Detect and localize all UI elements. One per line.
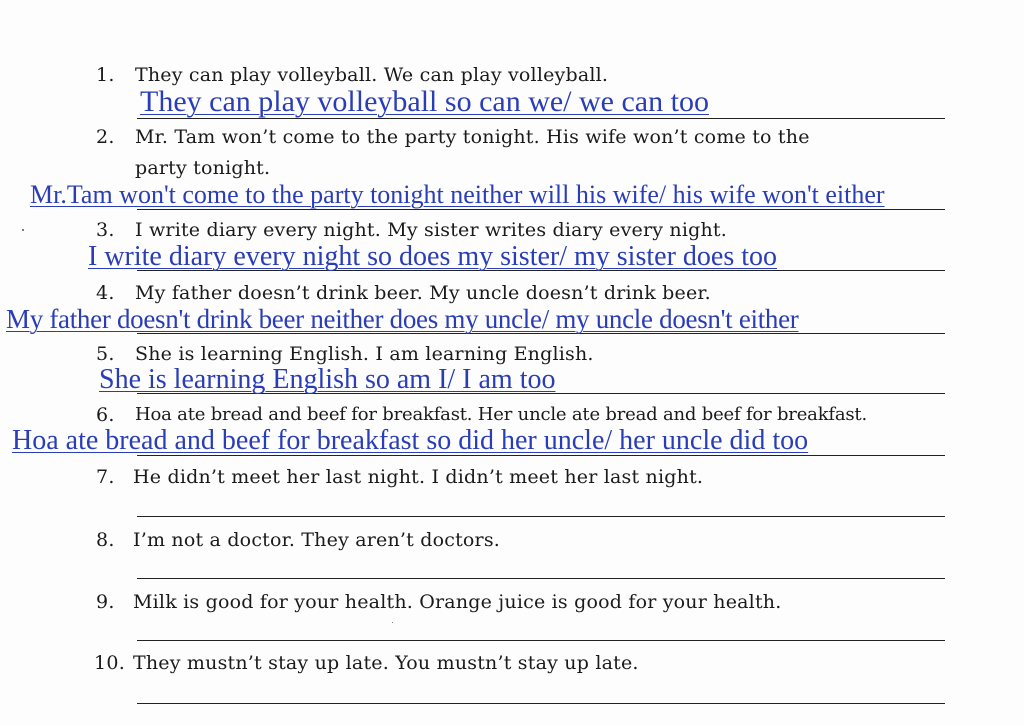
item-prompt: I’m not a doctor. They aren’t doctors. (133, 529, 501, 551)
item-number: 5. (96, 343, 115, 365)
answer-line (137, 640, 945, 641)
handwritten-answer: Hoa ate bread and beef for breakfast so did her uncle/ her uncle did too (12, 425, 809, 456)
handwritten-answer: I write diary every night so does my sister/ my sister does too (88, 241, 777, 272)
handwritten-answer: They can play volleyball so can we/ we can too (140, 85, 709, 118)
scan-speck (22, 229, 24, 231)
item-number: 7. (96, 466, 115, 488)
item-number: 8. (96, 529, 115, 551)
item-number: 1. (96, 64, 115, 86)
answer-line (137, 578, 945, 579)
item-prompt-continued: party tonight. (135, 157, 271, 179)
item-number: 2. (96, 126, 115, 148)
item-prompt: She is learning English. I am learning English. (135, 343, 594, 365)
item-prompt: Hoa ate bread and beef for breakfast. Her uncle ate bread and beef for breakfast. (135, 404, 867, 425)
item-prompt: Mr. Tam won’t come to the party tonight. His wife won’t come to the (135, 126, 810, 148)
item-prompt: Milk is good for your health. Orange juice is good for your health. (133, 591, 782, 613)
item-number: 10. (94, 652, 126, 674)
answer-line (137, 516, 945, 517)
handwritten-answer: Mr.Tam won't come to the party tonight neither will his wife/ his wife won't either (30, 180, 885, 209)
answer-line (137, 703, 945, 704)
item-prompt: I write diary every night. My sister writes diary every night. (135, 219, 728, 241)
item-number: 9. (96, 591, 115, 613)
item-number: 6. (96, 404, 115, 426)
item-prompt: He didn’t meet her last night. I didn’t meet her last night. (133, 466, 704, 488)
item-prompt: They can play volleyball. We can play volleyball. (135, 64, 609, 86)
scan-speck (392, 622, 393, 623)
handwritten-answer: My father doesn't drink beer neither does my uncle/ my uncle doesn't either (6, 304, 799, 334)
item-prompt: My father doesn’t drink beer. My uncle doesn’t drink beer. (135, 282, 711, 304)
item-prompt: They mustn’t stay up late. You mustn’t stay up late. (133, 652, 639, 674)
handwritten-answer: She is learning English so am I/ I am too (99, 364, 556, 395)
item-number: 4. (96, 282, 115, 304)
item-number: 3. (96, 219, 115, 241)
